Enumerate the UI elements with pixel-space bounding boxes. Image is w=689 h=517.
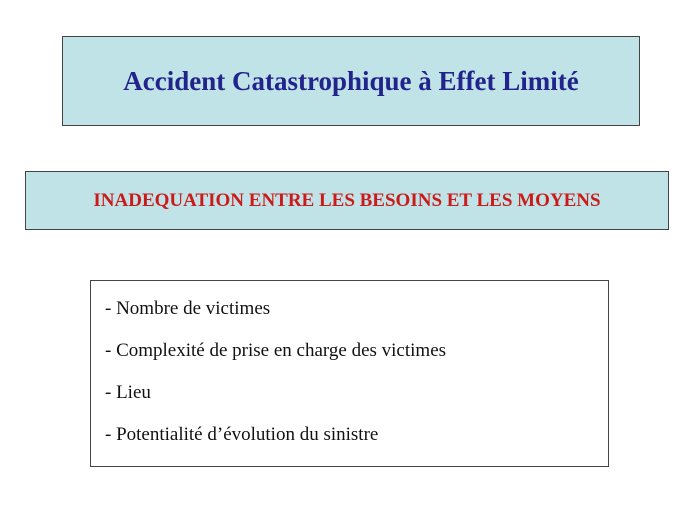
- subtitle-box: [25, 171, 669, 230]
- criteria-list: [105, 298, 608, 446]
- slide-title: Accident Catastrophique à Effet Limité: [123, 65, 579, 96]
- criteria-box: [90, 280, 609, 467]
- list-item: - Complexité de prise en charge des victimes: [105, 340, 447, 361]
- list-item: - Nombre de victimes: [105, 298, 271, 319]
- slide-subtitle: INADEQUATION ENTRE LES BESOINS ET LES MOYENS: [93, 189, 601, 211]
- title-box: [62, 36, 640, 126]
- list-item: - Potentialité d’évolution du sinistre: [105, 424, 379, 445]
- list-item: - Lieu: [105, 382, 151, 403]
